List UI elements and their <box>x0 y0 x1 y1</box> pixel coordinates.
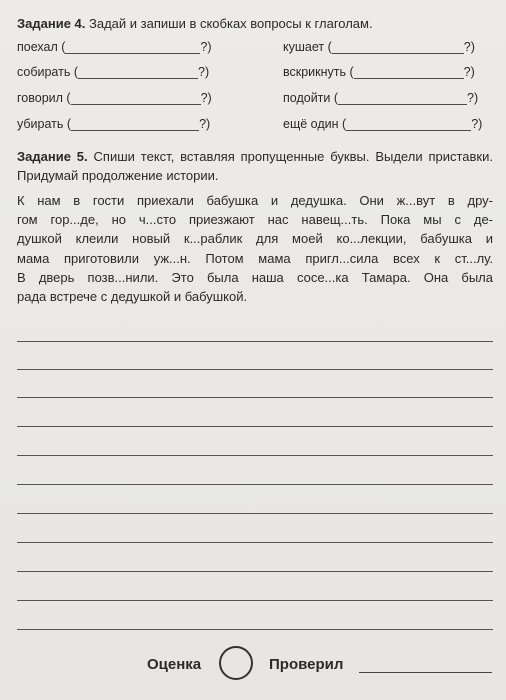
verb-row-left-4 <box>17 117 210 137</box>
writing-line[interactable] <box>17 455 493 456</box>
grade-label: Оценка <box>147 656 202 673</box>
story-text <box>17 191 493 306</box>
close-paren: ?) <box>200 40 212 54</box>
task5-heading <box>17 147 493 185</box>
answer-blank[interactable] <box>354 65 464 79</box>
story-line: В дверь позв...нили. Это была наша сосе...ка Тамара. Она была <box>17 269 493 285</box>
story-line: душкой клеили новый к...раблик для моей ко...лекции, бабушка и <box>17 231 493 247</box>
story-line: рада встрече с дедушкой и бабушкой. <box>17 289 248 305</box>
answer-blank[interactable] <box>71 117 199 131</box>
writing-line[interactable] <box>17 426 493 427</box>
verb: ещё один <box>283 117 339 131</box>
open-paren: ( <box>349 65 354 79</box>
task5-instruction: Спиши текст, вставляя пропущенные буквы. Выдели приставки. Придумай продолжение истории. <box>17 149 493 183</box>
verb-row-right-4 <box>283 117 482 137</box>
open-paren: ( <box>73 65 79 79</box>
close-paren: ?) <box>471 117 483 131</box>
open-paren: ( <box>66 117 72 131</box>
open-paren: ( <box>342 117 347 131</box>
open-paren: ( <box>66 91 71 105</box>
checked-by-line[interactable] <box>359 672 492 673</box>
answer-blank[interactable] <box>71 91 201 105</box>
close-paren: ?) <box>463 65 475 79</box>
writing-line[interactable] <box>17 484 493 485</box>
open-paren: ( <box>327 40 332 54</box>
writing-line[interactable] <box>17 341 493 342</box>
close-paren: ?) <box>467 91 479 105</box>
verb: собирать <box>17 65 71 79</box>
task4-label: Задание 4. <box>17 16 86 31</box>
open-paren: ( <box>333 91 339 105</box>
grade-circle[interactable] <box>219 646 253 680</box>
grade-footer <box>0 646 506 680</box>
checked-by-label: Проверил <box>269 656 344 673</box>
close-paren: ?) <box>199 117 211 131</box>
verb-row-left-1 <box>17 40 212 60</box>
verb-row-left-3 <box>17 91 212 111</box>
story-line: мама приготовили уж...н. Потом мама пригл...сила всех к ст...лу. <box>17 250 493 266</box>
verb: вскрикнуть <box>283 65 347 79</box>
verb: подойти <box>283 91 331 105</box>
writing-line[interactable] <box>17 513 493 514</box>
verb-row-right-3 <box>283 91 478 111</box>
task5-label: Задание 5. <box>17 149 88 164</box>
story-line: К нам в гости приехали бабушка и дедушка. Они ж...вут в дру- <box>17 193 493 208</box>
writing-line[interactable] <box>17 629 493 630</box>
verb: говорил <box>17 91 63 105</box>
verb-row-right-2 <box>283 65 475 85</box>
verb: убирать <box>17 117 64 131</box>
writing-line[interactable] <box>17 600 493 601</box>
close-paren: ?) <box>463 40 475 54</box>
verb: поехал <box>17 40 58 54</box>
writing-line[interactable] <box>17 542 493 543</box>
answer-blank[interactable] <box>346 117 471 131</box>
verb-row-left-2 <box>17 65 209 85</box>
story-line: гом гор...де, но ч...сто приезжают нас навещ...ть. Пока мы с де- <box>17 212 493 228</box>
answer-blank[interactable] <box>78 65 198 79</box>
close-paren: ?) <box>198 65 210 79</box>
task4-instruction: Задай и запиши в скобках вопросы к глаголам. <box>89 16 373 31</box>
answer-blank[interactable] <box>65 40 200 54</box>
answer-blank[interactable] <box>332 40 464 54</box>
open-paren: ( <box>61 40 66 54</box>
answer-blank[interactable] <box>338 91 467 105</box>
writing-line[interactable] <box>17 571 493 572</box>
close-paren: ?) <box>200 91 212 105</box>
writing-line[interactable] <box>17 369 493 370</box>
task4-heading <box>17 16 373 31</box>
verb: кушает <box>283 40 325 54</box>
verb-row-right-1 <box>283 40 475 60</box>
writing-line[interactable] <box>17 397 493 398</box>
